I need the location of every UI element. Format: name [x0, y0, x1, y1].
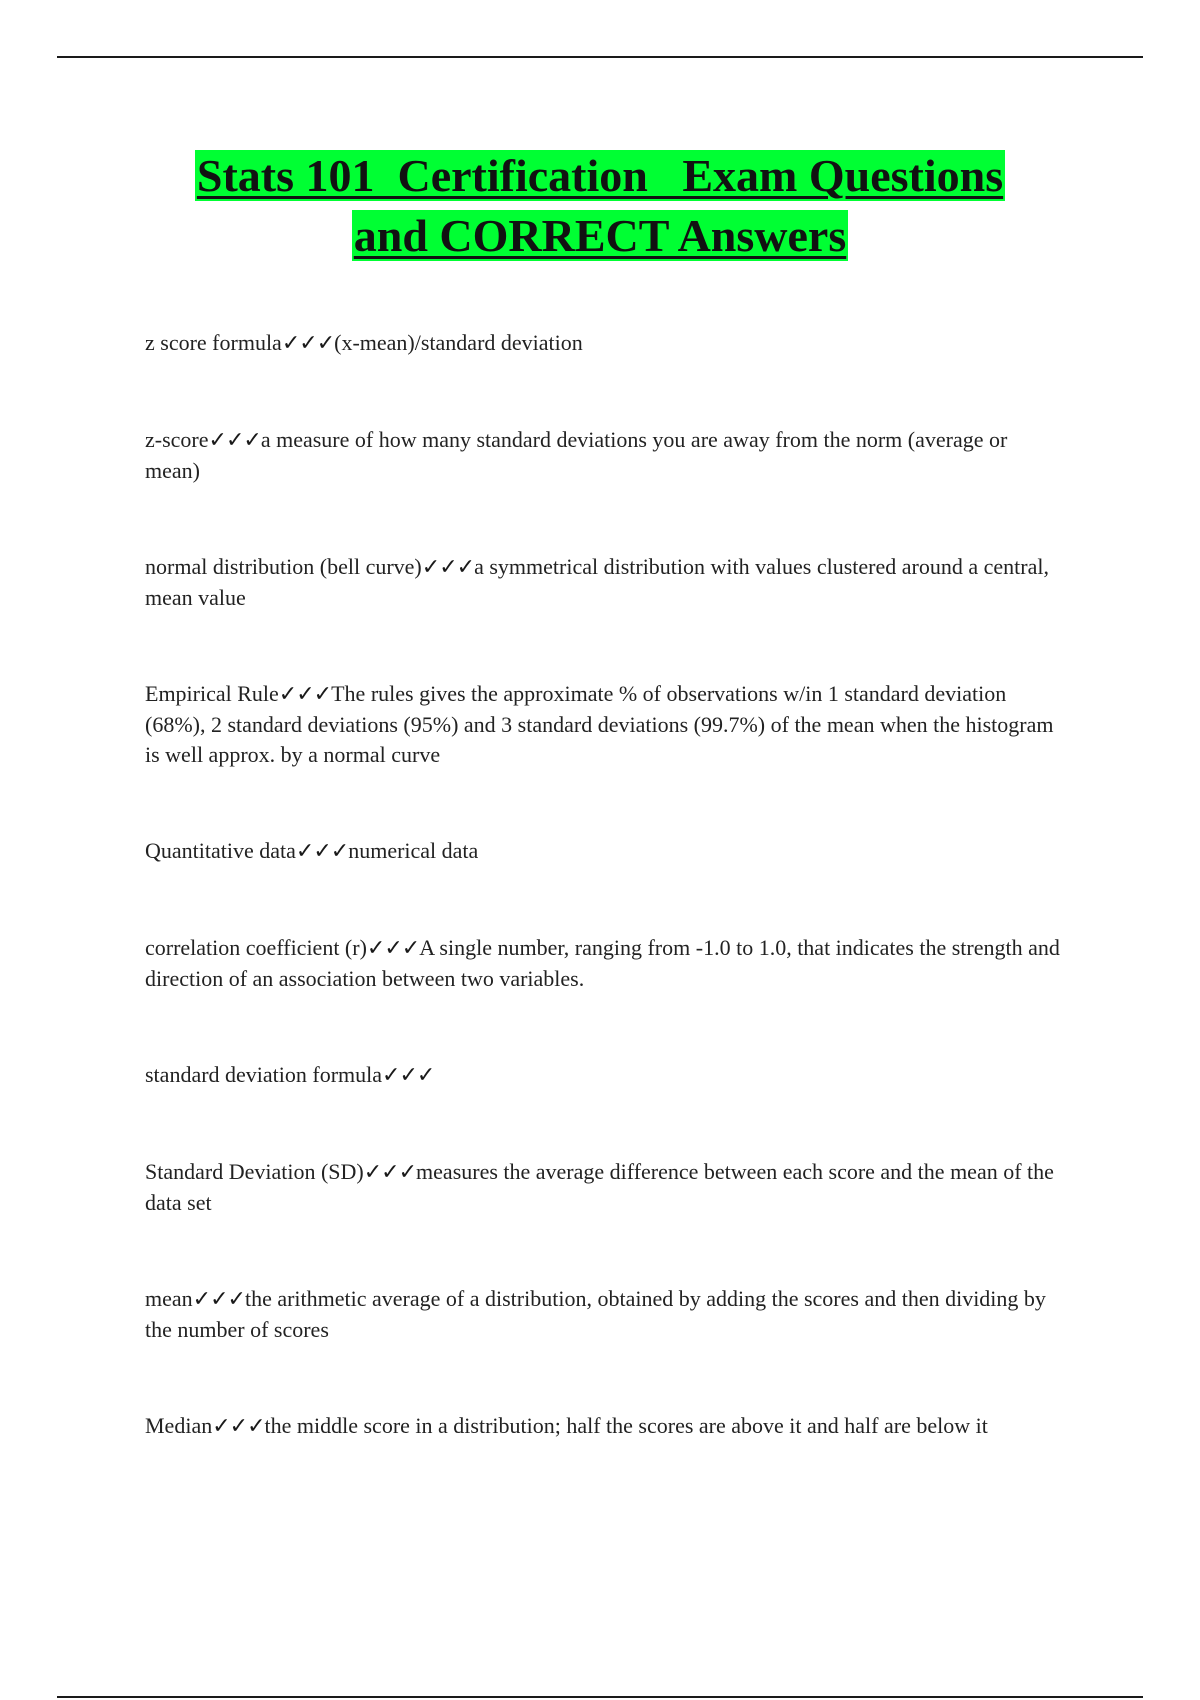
qa-item	[145, 328, 1060, 359]
checkmark-icon: ✓✓✓	[212, 1414, 265, 1439]
qa-item	[145, 1060, 1060, 1091]
document-title	[60, 146, 1140, 266]
qa-item	[145, 679, 1060, 770]
qa-term: mean	[145, 1286, 193, 1311]
qa-term: z score formula	[145, 330, 282, 355]
checkmark-icon: ✓✓✓	[278, 682, 332, 707]
qa-term: standard deviation formula	[145, 1062, 383, 1087]
qa-definition: a symmetrical distribution with values clustered around a central, mean value	[145, 554, 1049, 610]
qa-term: Standard Deviation (SD)	[145, 1159, 364, 1184]
qa-item	[145, 836, 1060, 867]
qa-definition: measures the average difference between each score and the mean of the data set	[145, 1159, 1054, 1215]
qa-item	[145, 425, 1060, 486]
qa-definition: A single number, ranging from -1.0 to 1.0, that indicates the strength and direction of an association between two variables.	[145, 935, 1060, 991]
qa-definition: The rules gives the approximate % of observations w/in 1 standard deviation (68%), 2 standard deviations (95%) and 3 standard deviations (99.7%) of the mean when the histogram is well approx. by a normal curve	[145, 681, 1054, 767]
qa-item	[145, 1284, 1060, 1345]
qa-item	[145, 933, 1060, 994]
title-line-1: Stats 101 Certification Exam Questions	[196, 150, 1004, 201]
qa-term: correlation coefficient (r)	[145, 935, 367, 960]
qa-definition: the middle score in a distribution; half the scores are above it and half are below it	[264, 1413, 988, 1438]
qa-term: z-score	[145, 427, 209, 452]
qa-list	[145, 328, 1060, 1508]
qa-definition: (x-mean)/standard deviation	[334, 330, 583, 355]
checkmark-icon: ✓✓✓	[366, 936, 420, 961]
qa-definition: the arithmetic average of a distribution, obtained by adding the scores and then dividing by the number of scores	[145, 1286, 1046, 1342]
checkmark-icon: ✓✓✓	[281, 331, 335, 356]
qa-definition: a measure of how many standard deviations you are away from the norm (average or mean)	[145, 427, 1008, 483]
qa-item	[145, 552, 1060, 613]
checkmark-icon: ✓✓✓	[382, 1063, 435, 1088]
qa-term: Empirical Rule	[145, 681, 279, 706]
qa-term: Median	[145, 1413, 213, 1438]
qa-item	[145, 1411, 1060, 1442]
title-line-2: and CORRECT Answers	[353, 210, 847, 261]
checkmark-icon: ✓✓✓	[295, 839, 349, 864]
checkmark-icon: ✓✓✓	[421, 555, 475, 580]
qa-term: Quantitative data	[145, 838, 296, 863]
qa-definition: numerical data	[348, 838, 479, 863]
bottom-divider	[57, 1696, 1143, 1698]
checkmark-icon: ✓✓✓	[208, 428, 261, 453]
checkmark-icon: ✓✓✓	[192, 1287, 245, 1312]
checkmark-icon: ✓✓✓	[363, 1160, 417, 1185]
qa-term: normal distribution (bell curve)	[145, 554, 422, 579]
qa-item	[145, 1157, 1060, 1218]
top-divider	[57, 56, 1143, 58]
